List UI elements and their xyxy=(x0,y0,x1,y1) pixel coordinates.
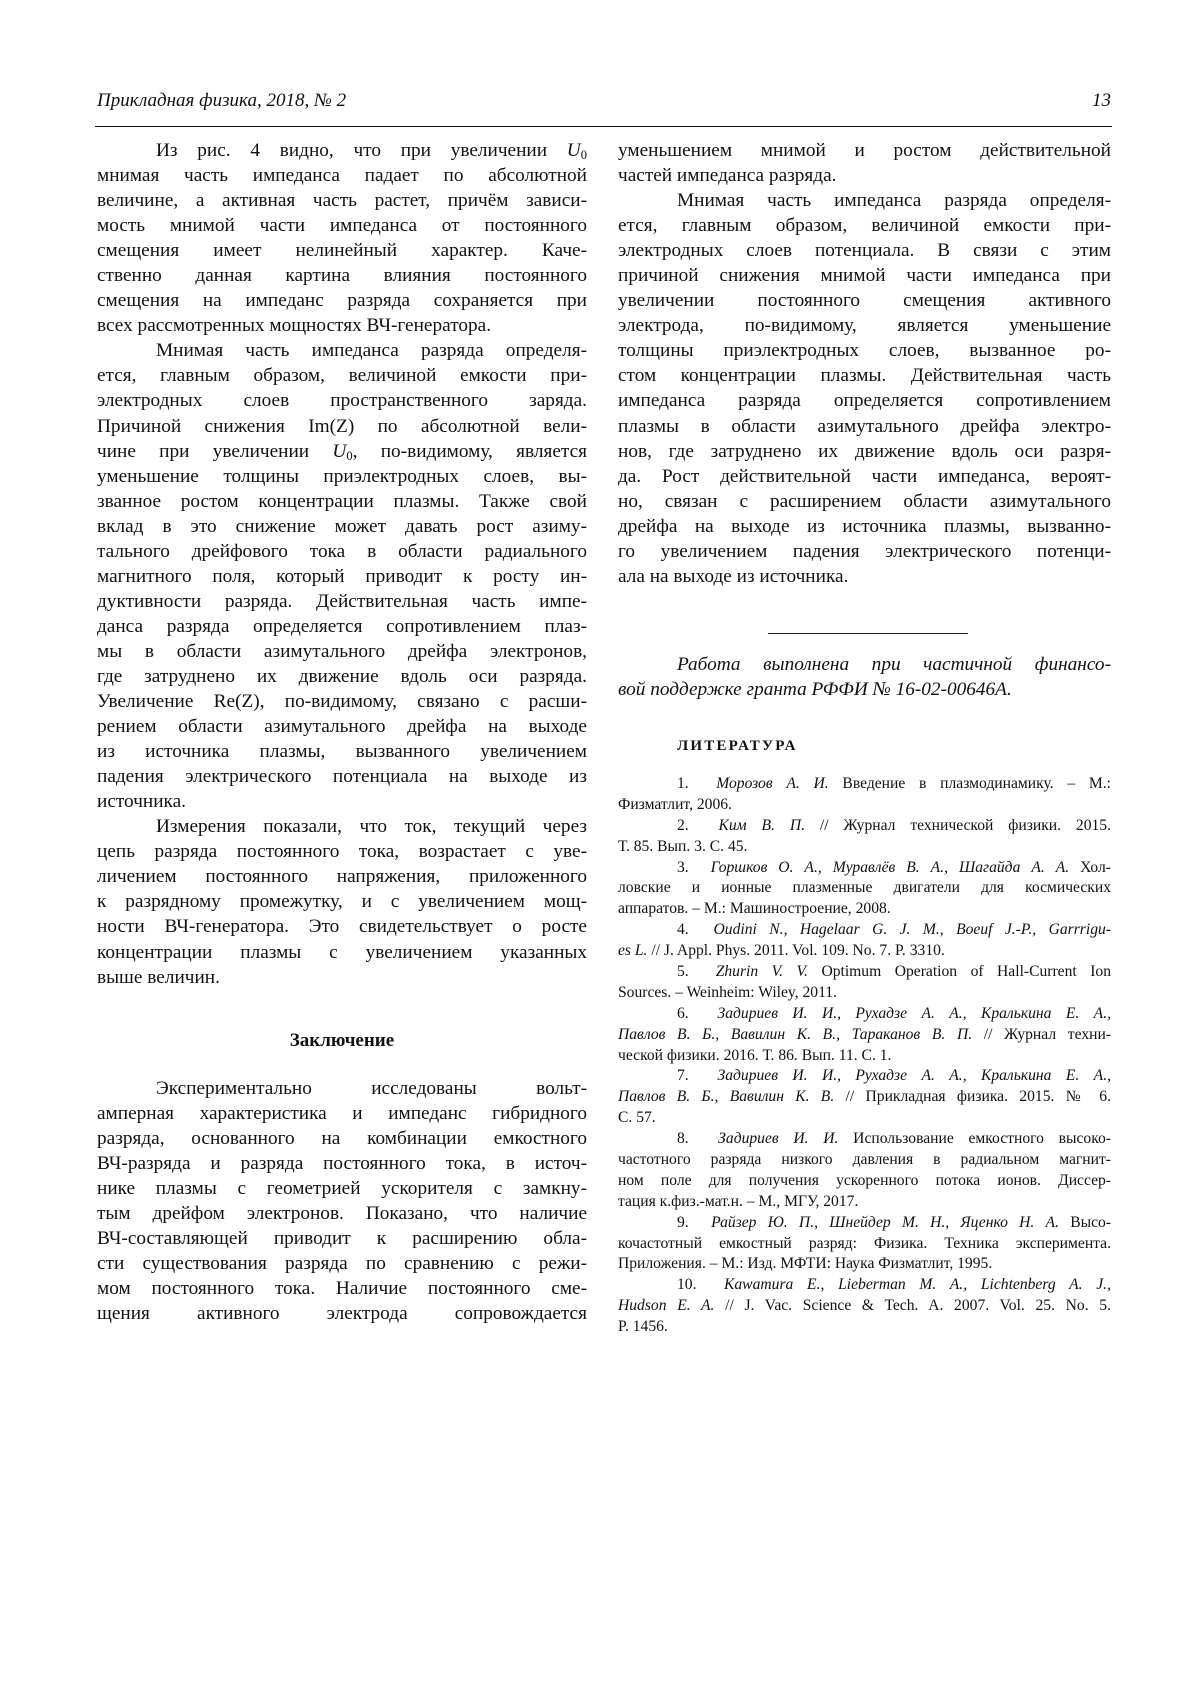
text-line: к разрядному промежутку, и с увеличением мощ- xyxy=(97,891,587,913)
reference-text: Введение в плазмодинамику. – М.: xyxy=(828,775,1111,792)
text-line: из источника плазмы, вызванного увеличением xyxy=(97,741,587,763)
text-line: Экспериментально исследованы вольт- xyxy=(156,1077,587,1099)
text-line: импеданса разряда определяется сопротивлением xyxy=(618,390,1111,412)
reference-authors: Задириев И. И. xyxy=(718,1130,839,1148)
text-line: всех рассмотренных мощностях ВЧ-генератора. xyxy=(97,315,492,337)
text-line: личением постоянного напряжения, приложенного xyxy=(97,866,587,888)
reference-number: 5. xyxy=(677,963,716,981)
text-line: ется, главным образом, величиной емкости при- xyxy=(618,215,1111,237)
reference-item xyxy=(618,1004,1111,1067)
text-line: ВЧ-составляющей приводит к расширению обла- xyxy=(97,1227,587,1249)
reference-item xyxy=(618,962,1111,1004)
text-line: амперная характеристика и импеданс гибридного xyxy=(97,1102,587,1124)
text-line: стом концентрации плазмы. Действительная часть xyxy=(618,365,1111,387)
reference-number: 6. xyxy=(677,1004,718,1022)
text-line: Измерения показали, что ток, текущий через xyxy=(156,816,587,838)
reference-item xyxy=(618,774,1111,816)
reference-number: 3. xyxy=(677,858,711,876)
text-line: чине при увеличении $U_0$, по-видимому, является xyxy=(97,440,587,463)
reference-line xyxy=(618,1004,1111,1025)
text-line: ности ВЧ-генератора. Это свидетельствует о росте xyxy=(97,916,587,938)
right-column xyxy=(618,138,1111,589)
body-paragraph xyxy=(97,814,587,989)
text-line: цепь разряда постоянного тока, возрастает с уве- xyxy=(97,841,587,863)
reference-line xyxy=(618,1296,1111,1317)
reference-text: Optimum Operation of Hall-Current Ion xyxy=(807,963,1112,981)
text-line: ала на выходе из источника. xyxy=(618,565,849,587)
reference-text: кочастотный емкостный разряд: Физика. Техника эксперимента. xyxy=(618,1234,1111,1252)
reference-authors: Павлов В. Б., Вавилин К. В. xyxy=(618,1088,835,1106)
references-title: ЛИТЕРАТУРА xyxy=(677,738,798,754)
reference-line xyxy=(618,1025,1111,1046)
reference-authors: Kawamura E., Lieberman M. A., Lichtenberg A. J., xyxy=(723,1276,1111,1294)
text-line: Увеличение Re(Z), по-видимому, связано с расши- xyxy=(97,691,587,713)
text-line: Мнимая часть импеданса разряда определя- xyxy=(677,190,1111,212)
reference-text: Хол- xyxy=(1069,858,1111,876)
text-line: нике плазмы с геометрией ускорителя с замкну- xyxy=(97,1177,587,1199)
reference-line xyxy=(618,837,1111,858)
acknowledgment-separator xyxy=(768,633,968,634)
text-line: сти существования разряда по сравнению с режи- xyxy=(97,1252,587,1274)
reference-text: С. 57. xyxy=(618,1109,656,1127)
text-line: рением области азимутального дрейфа на выходе xyxy=(97,716,587,738)
reference-line xyxy=(618,1275,1111,1296)
reference-text: // Прикладная физика. 2015. № 6. xyxy=(834,1088,1111,1106)
text-line: Мнимая часть импеданса разряда определя- xyxy=(156,340,587,362)
text-line: электродных слоев пространственного заряда. xyxy=(97,390,587,412)
reference-item xyxy=(618,816,1111,858)
reference-line xyxy=(618,1108,1111,1129)
text-line: но, связан с расширением области азимутального xyxy=(618,490,1111,512)
acknowledgment-line: вой поддержке гранта РФФИ № 16-02-00646А. xyxy=(618,679,1012,700)
reference-authors: Задириев И. И., Рухадзе А. А., Кралькина Е. А., xyxy=(717,1067,1111,1085)
reference-item xyxy=(618,920,1111,962)
reference-text: Приложения. – М.: Изд. МФТИ: Наука Физматлит, 1995. xyxy=(618,1255,993,1273)
text-line: званное ростом концентрации плазмы. Также свой xyxy=(97,490,587,512)
reference-line xyxy=(618,1066,1111,1087)
reference-authors: Павлов В. Б., Вавилин К. В., Тараканов В. П. xyxy=(618,1025,973,1043)
reference-line xyxy=(618,1171,1111,1192)
reference-line xyxy=(618,941,1111,962)
reference-item xyxy=(618,1275,1111,1338)
reference-line xyxy=(618,858,1111,879)
reference-authors: Zhurin V. V. xyxy=(715,963,808,981)
reference-authors: Oudini N., Hagelaar G. J. M., Boeuf J.-P., Garrrigu- xyxy=(713,921,1111,939)
reference-authors: es L. xyxy=(618,942,648,960)
text-line: дуктивности разряда. Действительная часть импе- xyxy=(97,590,587,612)
text-line: плазмы в области азимутального дрейфа электро- xyxy=(618,415,1111,437)
reference-item xyxy=(618,1066,1111,1129)
reference-number: 8. xyxy=(677,1130,719,1148)
text-line: щения активного электрода сопровождается xyxy=(97,1303,587,1325)
reference-item xyxy=(618,1129,1111,1213)
text-line: Причиной снижения Im(Z) по абсолютной вели- xyxy=(97,415,587,437)
text-line: падения электрического потенциала на выходе из xyxy=(97,766,587,788)
conclusion-paragraph xyxy=(97,1076,587,1326)
reference-text: Физматлит, 2006. xyxy=(618,795,732,813)
reference-text: // Журнал техни- xyxy=(972,1025,1112,1043)
reference-number: 7. xyxy=(677,1067,718,1085)
reference-line xyxy=(618,1150,1111,1171)
reference-authors: Райзер Ю. П., Шнейдер М. Н., Яценко Н. А. xyxy=(711,1213,1059,1231)
text-line: разряда, основанного на комбинации емкостного xyxy=(97,1127,587,1149)
text-line: мом постоянного тока. Наличие постоянного сме- xyxy=(97,1277,587,1299)
text-line: концентрации плазмы с увеличением указанных xyxy=(97,941,587,963)
spacer xyxy=(97,1053,587,1076)
text-line: нов, где затруднено их движение вдоль оси разря- xyxy=(618,440,1111,462)
page-number: 13 xyxy=(1092,90,1111,111)
text-line: источника. xyxy=(97,791,186,813)
reference-number: 1. xyxy=(677,775,717,792)
reference-number: 9. xyxy=(677,1213,712,1231)
text-line: толщины приэлектродных слоев, вызванное ро- xyxy=(618,340,1111,362)
reference-authors: Морозов А. И. xyxy=(716,775,829,792)
text-line: да. Рост действительной части импеданса, вероят- xyxy=(618,465,1111,487)
reference-line xyxy=(618,1234,1111,1255)
reference-line xyxy=(618,1192,1111,1213)
body-paragraph xyxy=(97,138,587,338)
reference-authors: Горшков О. А., Муравлёв В. А., Шагайда А. А. xyxy=(710,858,1070,876)
text-line: выше величин. xyxy=(97,966,220,988)
reference-line xyxy=(618,1129,1111,1150)
reference-text: тация к.физ.-мат.н. – М., МГУ, 2017. xyxy=(618,1192,859,1210)
reference-line xyxy=(618,1317,1111,1338)
reference-text: ловские и ионные плазменные двигатели для космических xyxy=(618,879,1111,897)
text-line: мость мнимой части импеданса от постоянного xyxy=(97,215,587,237)
reference-line xyxy=(618,1213,1111,1234)
text-line: частей импеданса разряда. xyxy=(618,165,837,187)
left-column xyxy=(97,138,587,1326)
reference-line xyxy=(618,899,1111,920)
text-line: тым дрейфом электронов. Показано, что наличие xyxy=(97,1202,587,1224)
reference-text: частотного разряда низкого давления в радиальном магнит- xyxy=(618,1151,1111,1169)
text-line: ственно данная картина влияния постоянного xyxy=(97,265,587,287)
reference-text: // J. Appl. Phys. 2011. Vol. 109. No. 7. P. 3310. xyxy=(647,942,945,960)
reference-authors: Ким В. П. xyxy=(718,816,805,834)
reference-line xyxy=(618,962,1111,983)
text-line: ется, главным образом, величиной емкости при- xyxy=(97,365,587,387)
running-header xyxy=(97,90,1111,120)
reference-number: 4. xyxy=(677,921,714,939)
reference-text: ном поле для получения ускоренного потока ионов. Диссер- xyxy=(618,1171,1111,1189)
text-line: Из рис. 4 видно, что при увеличении $U_0$ xyxy=(156,140,587,163)
body-paragraph xyxy=(618,138,1111,188)
journal-title: Прикладная физика, 2018, № 2 xyxy=(97,90,347,111)
text-line: причиной снижения мнимой части импеданса при xyxy=(618,265,1111,287)
reference-number: 10. xyxy=(677,1276,724,1294)
reference-item xyxy=(618,1213,1111,1276)
acknowledgment xyxy=(618,652,1111,702)
text-line: электродных слоев потенциала. В связи с этим xyxy=(618,240,1111,262)
text-line: величине, а активная часть растет, причём зависи- xyxy=(97,190,587,212)
reference-line xyxy=(618,774,1111,795)
body-paragraph xyxy=(97,338,587,814)
text-line: тального дрейфового тока в области радиального xyxy=(97,540,587,562)
reference-line xyxy=(618,795,1111,816)
header-divider xyxy=(95,126,1112,127)
reference-text: ческой физики. 2016. Т. 86. Вып. 11. С. 1. xyxy=(618,1046,892,1064)
reference-text: // J. Vac. Science & Tech. A. 2007. Vol. 25. No. 5. xyxy=(714,1297,1111,1315)
reference-text: аппаратов. – М.: Машиностроение, 2008. xyxy=(618,900,891,918)
reference-line xyxy=(618,1254,1111,1275)
reference-text: Высо- xyxy=(1058,1213,1111,1231)
reference-authors: Задириев И. И., Рухадзе А. А., Кралькина Е. А., xyxy=(717,1004,1111,1022)
reference-text: Т. 85. Вып. 3. С. 45. xyxy=(618,837,748,855)
reference-line xyxy=(618,1087,1111,1108)
acknowledgment-line: Работа выполнена при частичной финансо- xyxy=(677,654,1111,675)
text-line: магнитного поля, который приводит к росту ин- xyxy=(97,565,587,587)
reference-authors: Hudson E. A. xyxy=(618,1297,715,1315)
reference-text: P. 1456. xyxy=(618,1318,668,1336)
reference-line xyxy=(618,816,1111,837)
body-paragraph xyxy=(618,188,1111,589)
text-line: смещения на импеданс разряда сохраняется при xyxy=(97,290,587,312)
text-line: ВЧ-разряда и разряда постоянного тока, в источ- xyxy=(97,1152,587,1174)
reference-line xyxy=(618,920,1111,941)
text-line: мы в области азимутального дрейфа электронов, xyxy=(97,640,587,662)
text-line: мнимая часть импеданса падает по абсолютной xyxy=(97,165,587,187)
reference-text: Sources. – Weinheim: Wiley, 2011. xyxy=(618,983,837,1001)
text-line: го увеличением падения электрического потенци- xyxy=(618,540,1111,562)
text-line: дрейфа на выходе из источника плазмы, вызванно- xyxy=(618,515,1111,537)
reference-line xyxy=(618,983,1111,1004)
text-line: уменьшением мнимой и ростом действительной xyxy=(618,140,1111,161)
text-line: электрода, по-видимому, является уменьшение xyxy=(618,315,1111,337)
text-line: уменьшение толщины приэлектродных слоев, вы- xyxy=(97,465,587,487)
text-line: смещения имеет нелинейный характер. Каче- xyxy=(97,240,587,262)
reference-line xyxy=(618,1046,1111,1067)
text-line: где затруднено их движение вдоль оси разряда. xyxy=(97,665,587,687)
references-list xyxy=(618,774,1111,1338)
conclusion-heading: Заключение xyxy=(289,1029,395,1051)
text-line: данса разряда определяется сопротивлением плаз- xyxy=(97,615,587,637)
text-line: вклад в это снижение может давать рост азиму- xyxy=(97,515,587,537)
reference-number: 2. xyxy=(677,816,719,834)
reference-item xyxy=(618,858,1111,921)
reference-line xyxy=(618,878,1111,899)
spacer xyxy=(97,990,587,1028)
reference-text: // Журнал технической физики. 2015. xyxy=(804,816,1111,834)
text-line: увеличении постоянного смещения активного xyxy=(618,290,1111,312)
reference-text: Использование емкостного высоко- xyxy=(838,1130,1111,1148)
